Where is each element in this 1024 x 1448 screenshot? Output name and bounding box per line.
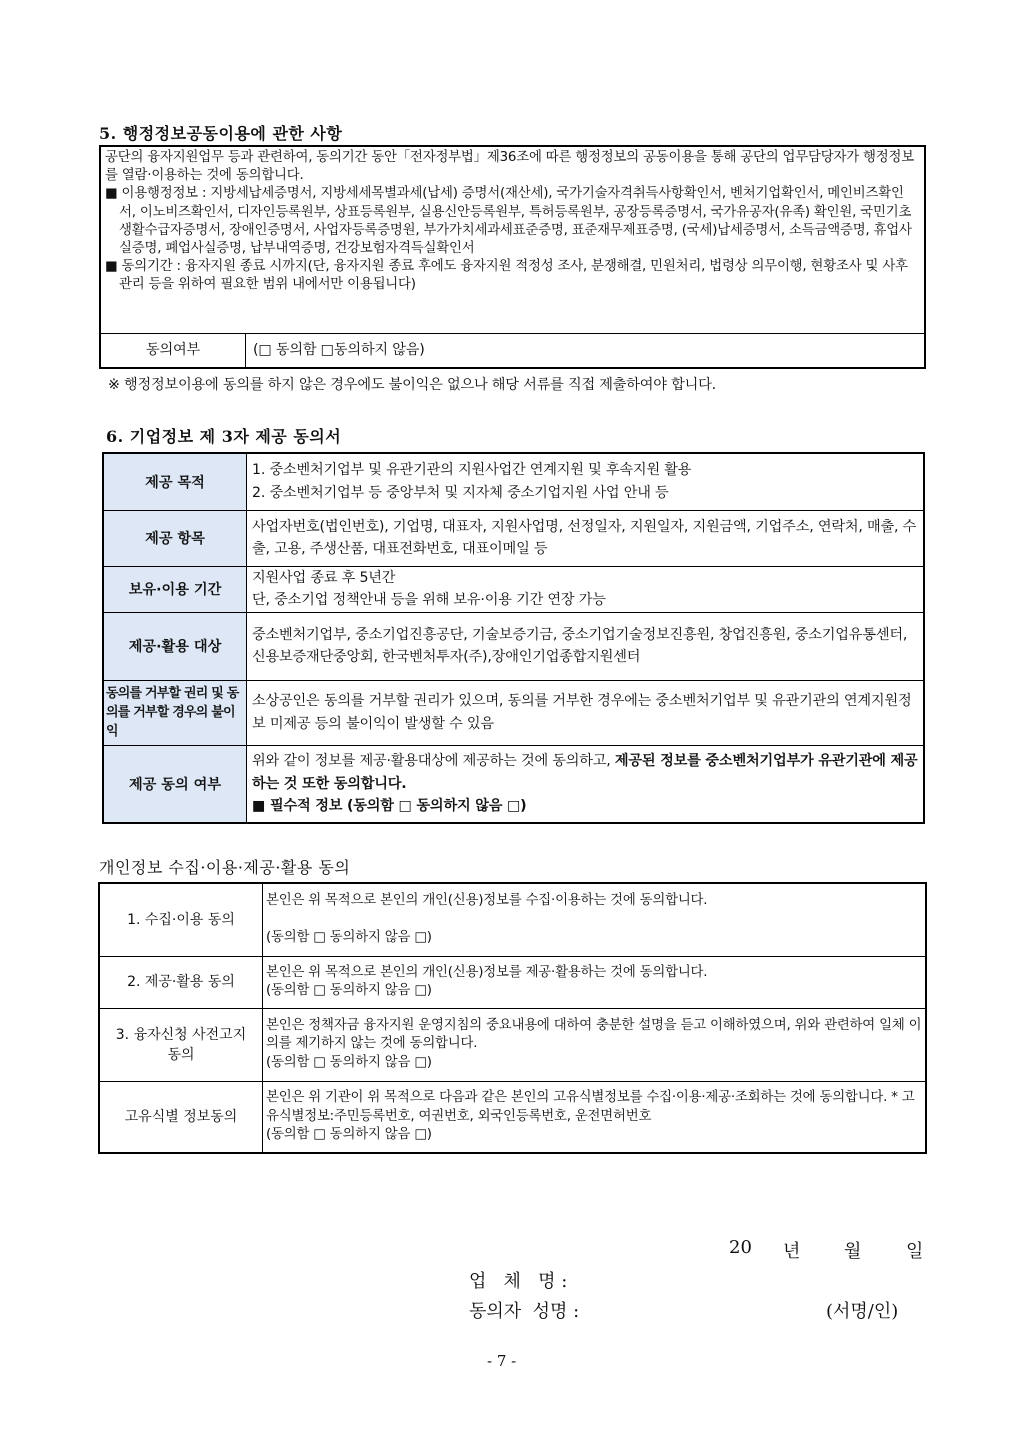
signature-mark: (서명/인) bbox=[826, 1301, 899, 1322]
section5-note: ※ 행정정보이용에 동의를 하지 않은 경우에도 불이익은 없으나 해당 서류를 직접 제출하여야 합니다. bbox=[108, 377, 716, 393]
table-row bbox=[99, 1008, 926, 1081]
row-label: 2. 제공·활용 동의 bbox=[99, 956, 263, 1008]
company-name-label: 업 체 명 : bbox=[469, 1271, 568, 1292]
required-info-checkboxes[interactable]: ■ 필수적 정보 (동의함 □ 동의하지 않음 □) bbox=[252, 798, 527, 814]
personal-title: 개인정보 수집·이용·제공·활용 동의 bbox=[99, 858, 351, 877]
consent-text: 위와 같이 정보를 제공·활용대상에 제공하는 것에 동의하고, bbox=[252, 753, 615, 769]
unique-id-text: 본인은 위 기관이 위 목적으로 다음과 같은 본인의 고유식별정보를 수집·이용·제공·조회하는 것에 동의합니다. * 고유식별정보:주민등록번호, 여권번호, 외국인등록번호, 운전면허번호 bbox=[266, 1090, 915, 1124]
third-party-consent-table bbox=[102, 452, 925, 824]
provision-checkboxes[interactable]: (동의함 □ 동의하지 않음 □) bbox=[266, 983, 432, 998]
row-label: 1. 수집·이용 동의 bbox=[99, 883, 263, 956]
row-label: 동의를 거부할 권리 및 동의를 거부할 경우의 불이익 bbox=[103, 680, 247, 745]
section6-title: 6. 기업정보 제 3자 제공 동의서 bbox=[106, 427, 342, 446]
purpose-line-1: 1. 중소벤처기업부 및 유관기관의 지원사업간 연계지원 및 후속지원 활용 bbox=[252, 462, 692, 479]
table-row bbox=[103, 510, 924, 566]
table-row bbox=[99, 956, 926, 1008]
notice-checkboxes[interactable]: (동의함 □ 동의하지 않음 □) bbox=[266, 1054, 432, 1070]
table-row bbox=[103, 680, 924, 745]
table-row bbox=[99, 883, 926, 956]
row-label: 제공 목적 bbox=[103, 453, 247, 510]
date-month-unit: 월 bbox=[844, 1241, 862, 1262]
consent-label: 동의여부 bbox=[101, 334, 246, 367]
row-label: 제공 동의 여부 bbox=[103, 745, 247, 823]
table-row bbox=[103, 745, 924, 823]
consent-checkboxes[interactable]: (□ 동의함 □동의하지 않음) bbox=[253, 342, 425, 359]
refusal-text: 소상공인은 동의를 거부할 권리가 있으며, 동의를 거부한 경우에는 중소벤처기업부 및 유관기관의 연계지원정보 미제공 등의 불이익이 발생할 수 있음 bbox=[247, 680, 925, 745]
period-line-1: 지원사업 종료 후 5년간 bbox=[252, 569, 396, 586]
admin-info-box bbox=[99, 145, 926, 369]
row-label: 보유·이용 기간 bbox=[103, 566, 247, 612]
period-line-2: 단, 중소기업 정책안내 등을 위해 보유·이용 기간 연장 가능 bbox=[252, 592, 606, 608]
recipients-text: 중소벤처기업부, 중소기업진흥공단, 기술보증기금, 중소기업기술정보진흥원, 창업진흥원, 중소기업유통센터, 신용보증재단중앙회, 한국벤처투자(주),장애인기업종합지원센터 bbox=[247, 612, 925, 680]
collection-checkboxes[interactable]: (동의함 □ 동의하지 않음 □) bbox=[266, 929, 432, 945]
row-label: 고유식별 정보동의 bbox=[99, 1081, 263, 1153]
items-text: 사업자번호(법인번호), 기업명, 대표자, 지원사업명, 선정일자, 지원일자, 지원금액, 기업주소, 연락처, 매출, 수출, 고용, 주생산품, 대표전화번호, 대표이메일 등 bbox=[247, 510, 925, 566]
provision-text: 본인은 위 목적으로 본인의 개인(신용)정보를 제공·활용하는 것에 동의합니다. bbox=[266, 964, 708, 980]
date-day-unit: 일 bbox=[906, 1241, 924, 1262]
consent-text-bold: 제공된 정보를 중소벤처기업부가 유관기관에 제공하는 것 또한 동의합니다. bbox=[252, 753, 918, 792]
section5-title: 5. 행정정보공동이용에 관한 사항 bbox=[99, 124, 343, 143]
table-row bbox=[103, 612, 924, 680]
section5-bullet-period: ■ 동의기간 : 융자지원 종료 시까지(단, 융자지원 종료 후에도 융자지원 적정성 조사, 분쟁해결, 민원처리, 법령상 의무이행, 현황조사 및 사후관리 등을 위하여 필요한 범위 내에서만 이용됩니다) bbox=[105, 259, 908, 293]
row-label: 제공·활용 대상 bbox=[103, 612, 247, 680]
notice-text: 본인은 정책자금 융자지원 운영지침의 중요내용에 대하여 충분한 설명을 듣고 이해하였으며, 위와 관련하여 일체 이의를 제기하지 않는 것에 동의합니다. bbox=[266, 1017, 922, 1052]
section5-intro: 공단의 융자지원업무 등과 관련하여, 동의기간 동안「전자정부법」제36조에 따른 행정정보의 공동이용을 통해 공단의 업무담당자가 행정정보를 열람·이용하는 것에 동의합니다. bbox=[105, 150, 914, 184]
collection-text: 본인은 위 목적으로 본인의 개인(신용)정보를 수집·이용하는 것에 동의합니다. bbox=[266, 893, 708, 909]
date-year: 20 bbox=[729, 1237, 752, 1258]
table-row bbox=[103, 566, 924, 612]
personal-consent-table bbox=[98, 882, 927, 1154]
row-label: 3. 융자신청 사전고지 동의 bbox=[99, 1008, 263, 1081]
section5-bullet-info: ■ 이용행정정보 : 지방세납세증명서, 지방세세목별과세(납세) 증명서(재산세), 국가기술자격취득사항확인서, 벤처기업확인서, 메인비즈확인서, 이노비즈확인서, 디자인등록원부, 상표등록원부, 실용신안등록원부, 특허등록원부, 공장등록증명서, 국가유공자(유족) 확인원, 국민기초생활수급자증명서, 장애인증명서, 사업자등록증명원, 부가가치세과세표준증명, 표준재무제표증명, (국세)납세증명서, 소득금액증명, 휴업사실증명, 폐업사실증명, 납부내역증명, 건강보험자격득실확인서 bbox=[105, 186, 912, 257]
table-row bbox=[99, 1081, 926, 1153]
unique-id-checkboxes[interactable]: (동의함 □ 동의하지 않음 □) bbox=[266, 1126, 432, 1142]
row-label: 제공 항목 bbox=[103, 510, 247, 566]
page-number: - 7 - bbox=[487, 1352, 517, 1370]
signer-name-label: 동의자 성명 : bbox=[469, 1301, 580, 1322]
table-row bbox=[103, 453, 924, 510]
date-year-unit: 년 bbox=[783, 1241, 801, 1262]
purpose-line-2: 2. 중소벤처기업부 등 중앙부처 및 지자체 중소기업지원 사업 안내 등 bbox=[252, 484, 669, 501]
